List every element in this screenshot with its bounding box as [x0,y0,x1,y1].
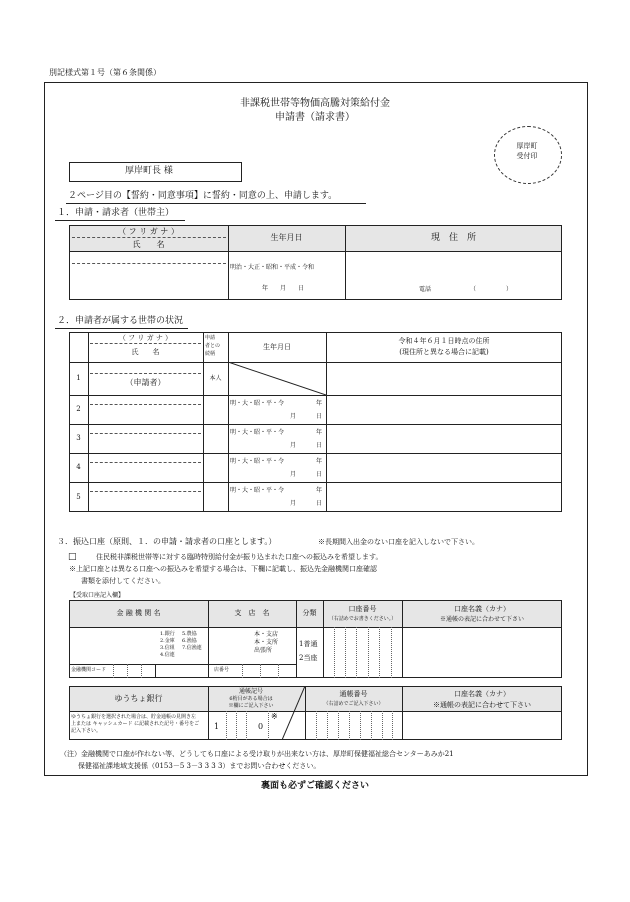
branch-type-2[interactable]: 本・支所 [254,639,279,646]
row-2-number: 2 [76,405,81,413]
footer-note-1: （注）金融機関で口座が作れない等、どうしても口座による受け取りが出来ない方は、厚岸町保健福祉総合センターあみか21 [60,750,454,758]
type-header: 分類 [302,609,317,617]
s1-birth-label: 生年月日 [270,233,303,242]
row-3-eras: 明・大・昭・平・令 [230,429,285,436]
row-1-birth-cross [228,362,326,395]
branch-header: 支 店 名 [234,609,270,617]
row-5-eras: 明・大・昭・平・令 [230,487,285,494]
recipient: 厚岸町長 様 [125,166,173,176]
row-2-day: 日 [316,413,323,420]
holder-sub: ※通帳の表記に合わせて下さい [439,616,524,623]
yucho-holder-input[interactable] [404,713,560,738]
yucho-desc-2: 上または キャッシュカード に記載された記号・番号をご [71,721,200,727]
bank-type-5[interactable]: 5.農協 [182,631,197,637]
s1-address-input[interactable] [347,253,560,277]
row-5-day: 日 [316,500,323,507]
s1-address-label: 現 住 所 [430,233,476,243]
yucho-name: ゆうちょ銀行 [114,694,163,703]
yucho-desc-1: ゆうちょ銀行を選択された場合は、貯金通帳の見開き左 [71,714,197,720]
section2-heading: ２．申請者が属する世帯の状況 [57,316,184,326]
s1-phone-input[interactable]: （ ） [470,286,513,293]
branch-type-1[interactable]: 本・支店 [254,631,279,638]
row-4-eras: 明・大・昭・平・令 [230,458,285,465]
row-2-month: 月 [290,413,297,420]
s2-name-label: 氏 名 [131,348,160,356]
account-box-label: 【受取口座記入欄】 [70,592,125,599]
account-number-header: 口座番号 [348,605,377,613]
form-reference: 別記様式第１号（第６条関係） [49,68,161,77]
yucho-desc-3: 記入下さい。 [71,728,102,734]
yucho-code-sub-2: ※欄にご記入下さい [228,703,274,709]
bank-type-1[interactable]: 1.銀行 [160,631,175,637]
intro-text: ２ページ目の【誓約・同意事項】に誓約・同意の上、申請します。 [68,191,338,201]
yucho-number-sub: （右詰めでご記入下さい） [323,701,384,707]
section3-heading: ３．振込口座（原則、１．の申請・請求者の口座とします。） [57,537,277,546]
bank-type-3[interactable]: 3.信組 [160,645,175,651]
s1-name-label: 氏 名 [132,240,165,249]
row-1-relation: 本人 [209,375,222,382]
row-2-eras: 明・大・昭・平・令 [230,400,285,407]
acct-type-ordinary[interactable]: 1普通 [299,640,318,648]
yucho-mark: ※ [271,712,278,721]
s1-phone-label: 電話 [419,286,432,293]
section3-note-2: 書類を添付してください。 [81,577,165,585]
row-3-number: 3 [76,434,81,442]
household-table [69,332,562,512]
row-1-applicant: （申請者） [125,378,166,387]
s2-address-sub: (現住所と異なる場合に記載) [399,348,489,356]
yucho-prefix: 1 [214,722,220,731]
s1-name-input[interactable] [72,265,226,297]
back-notice: 裏面も必ずご確認ください [260,781,369,791]
section3-heading-note: ※長期間入出金のない口座を記入しないで下さい。 [318,538,479,546]
checkbox-text: 住民税非課税世帯等に対する臨時特別給付金が振り込まれた口座への振込みを希望します。 [96,553,383,561]
yucho-code-header: 通帳記号 [238,688,263,695]
bank-type-7[interactable]: 7.信漁連 [182,645,202,651]
s2-relation-2: 者との [205,343,221,349]
section3-note-1: ※上記口座とは異なる口座への振込みを希望する場合は、下欄に記載し、振込先金融機関口座確認 [69,565,377,573]
yucho-holder-header: 口座名義（カナ） [454,690,510,698]
s2-relation-1: 申請 [205,335,216,341]
row-2-year: 年 [316,400,323,407]
row-3-month: 月 [290,442,297,449]
s2-address-label: 令和４年６月１日時点の住所 [398,337,490,345]
form-subtitle: 申請書（請求書） [275,112,355,123]
footer-note-2: 保健福祉課地域支援係（0153－5 3－3 3 3 3）までお問い合わせください。 [78,762,321,770]
row-4-day: 日 [316,471,323,478]
row-3-year: 年 [316,429,323,436]
row-5-number: 5 [76,493,81,501]
s2-furigana-label: （ フ リ ガ ナ ） [118,334,173,342]
yucho-code-sub-1: 6桁目がある場合は [229,696,273,702]
s1-ymd: 年 月 日 [262,285,305,292]
row-4-year: 年 [316,458,323,465]
bank-name-input[interactable] [71,629,156,663]
account-checkbox[interactable]: □ [68,552,77,562]
form-title: 非課税世帯等物価高騰対策給付金 [240,98,390,109]
bank-name-header: 金 融 機 関 名 [116,609,161,617]
holder-header: 口座名義（カナ） [454,605,510,613]
acct-type-current[interactable]: 2当座 [299,654,318,662]
s1-eras: 明治・大正・昭和・平成・令和 [230,264,315,271]
row-4-number: 4 [76,463,81,471]
stamp-line-2: 受付印 [516,152,538,160]
holder-input[interactable] [404,629,560,676]
bank-type-4[interactable]: 4.信連 [160,652,175,658]
section1-heading: １．申請・請求者（世帯主） [57,208,175,218]
branch-type-3[interactable]: 出張所 [254,647,273,654]
account-number-sub: （右詰めでお書きください。） [328,616,397,622]
row-3-day: 日 [316,442,323,449]
row-1-number: 1 [76,374,81,382]
yucho-number-header: 通帳番号 [339,690,368,698]
s2-relation-3: 続柄 [205,351,216,357]
stamp-line-1: 厚岸町 [516,142,538,150]
row-4-month: 月 [290,471,297,478]
s1-furigana-label: （ フ リ ガ ナ ） [118,227,179,236]
yucho-zero: 0 [258,722,264,731]
yucho-holder-sub: ※通帳の表記に合わせて下さい [433,701,531,709]
bank-type-6[interactable]: 6.漁協 [182,638,197,644]
s2-birth-label: 生年月日 [263,343,291,351]
bank-type-2[interactable]: 2.金庫 [160,638,175,644]
row-5-month: 月 [290,500,297,507]
branch-code-label: 店番号 [214,667,230,673]
row-5-year: 年 [316,487,323,494]
bank-code-label: 金融機関コード [71,667,107,673]
